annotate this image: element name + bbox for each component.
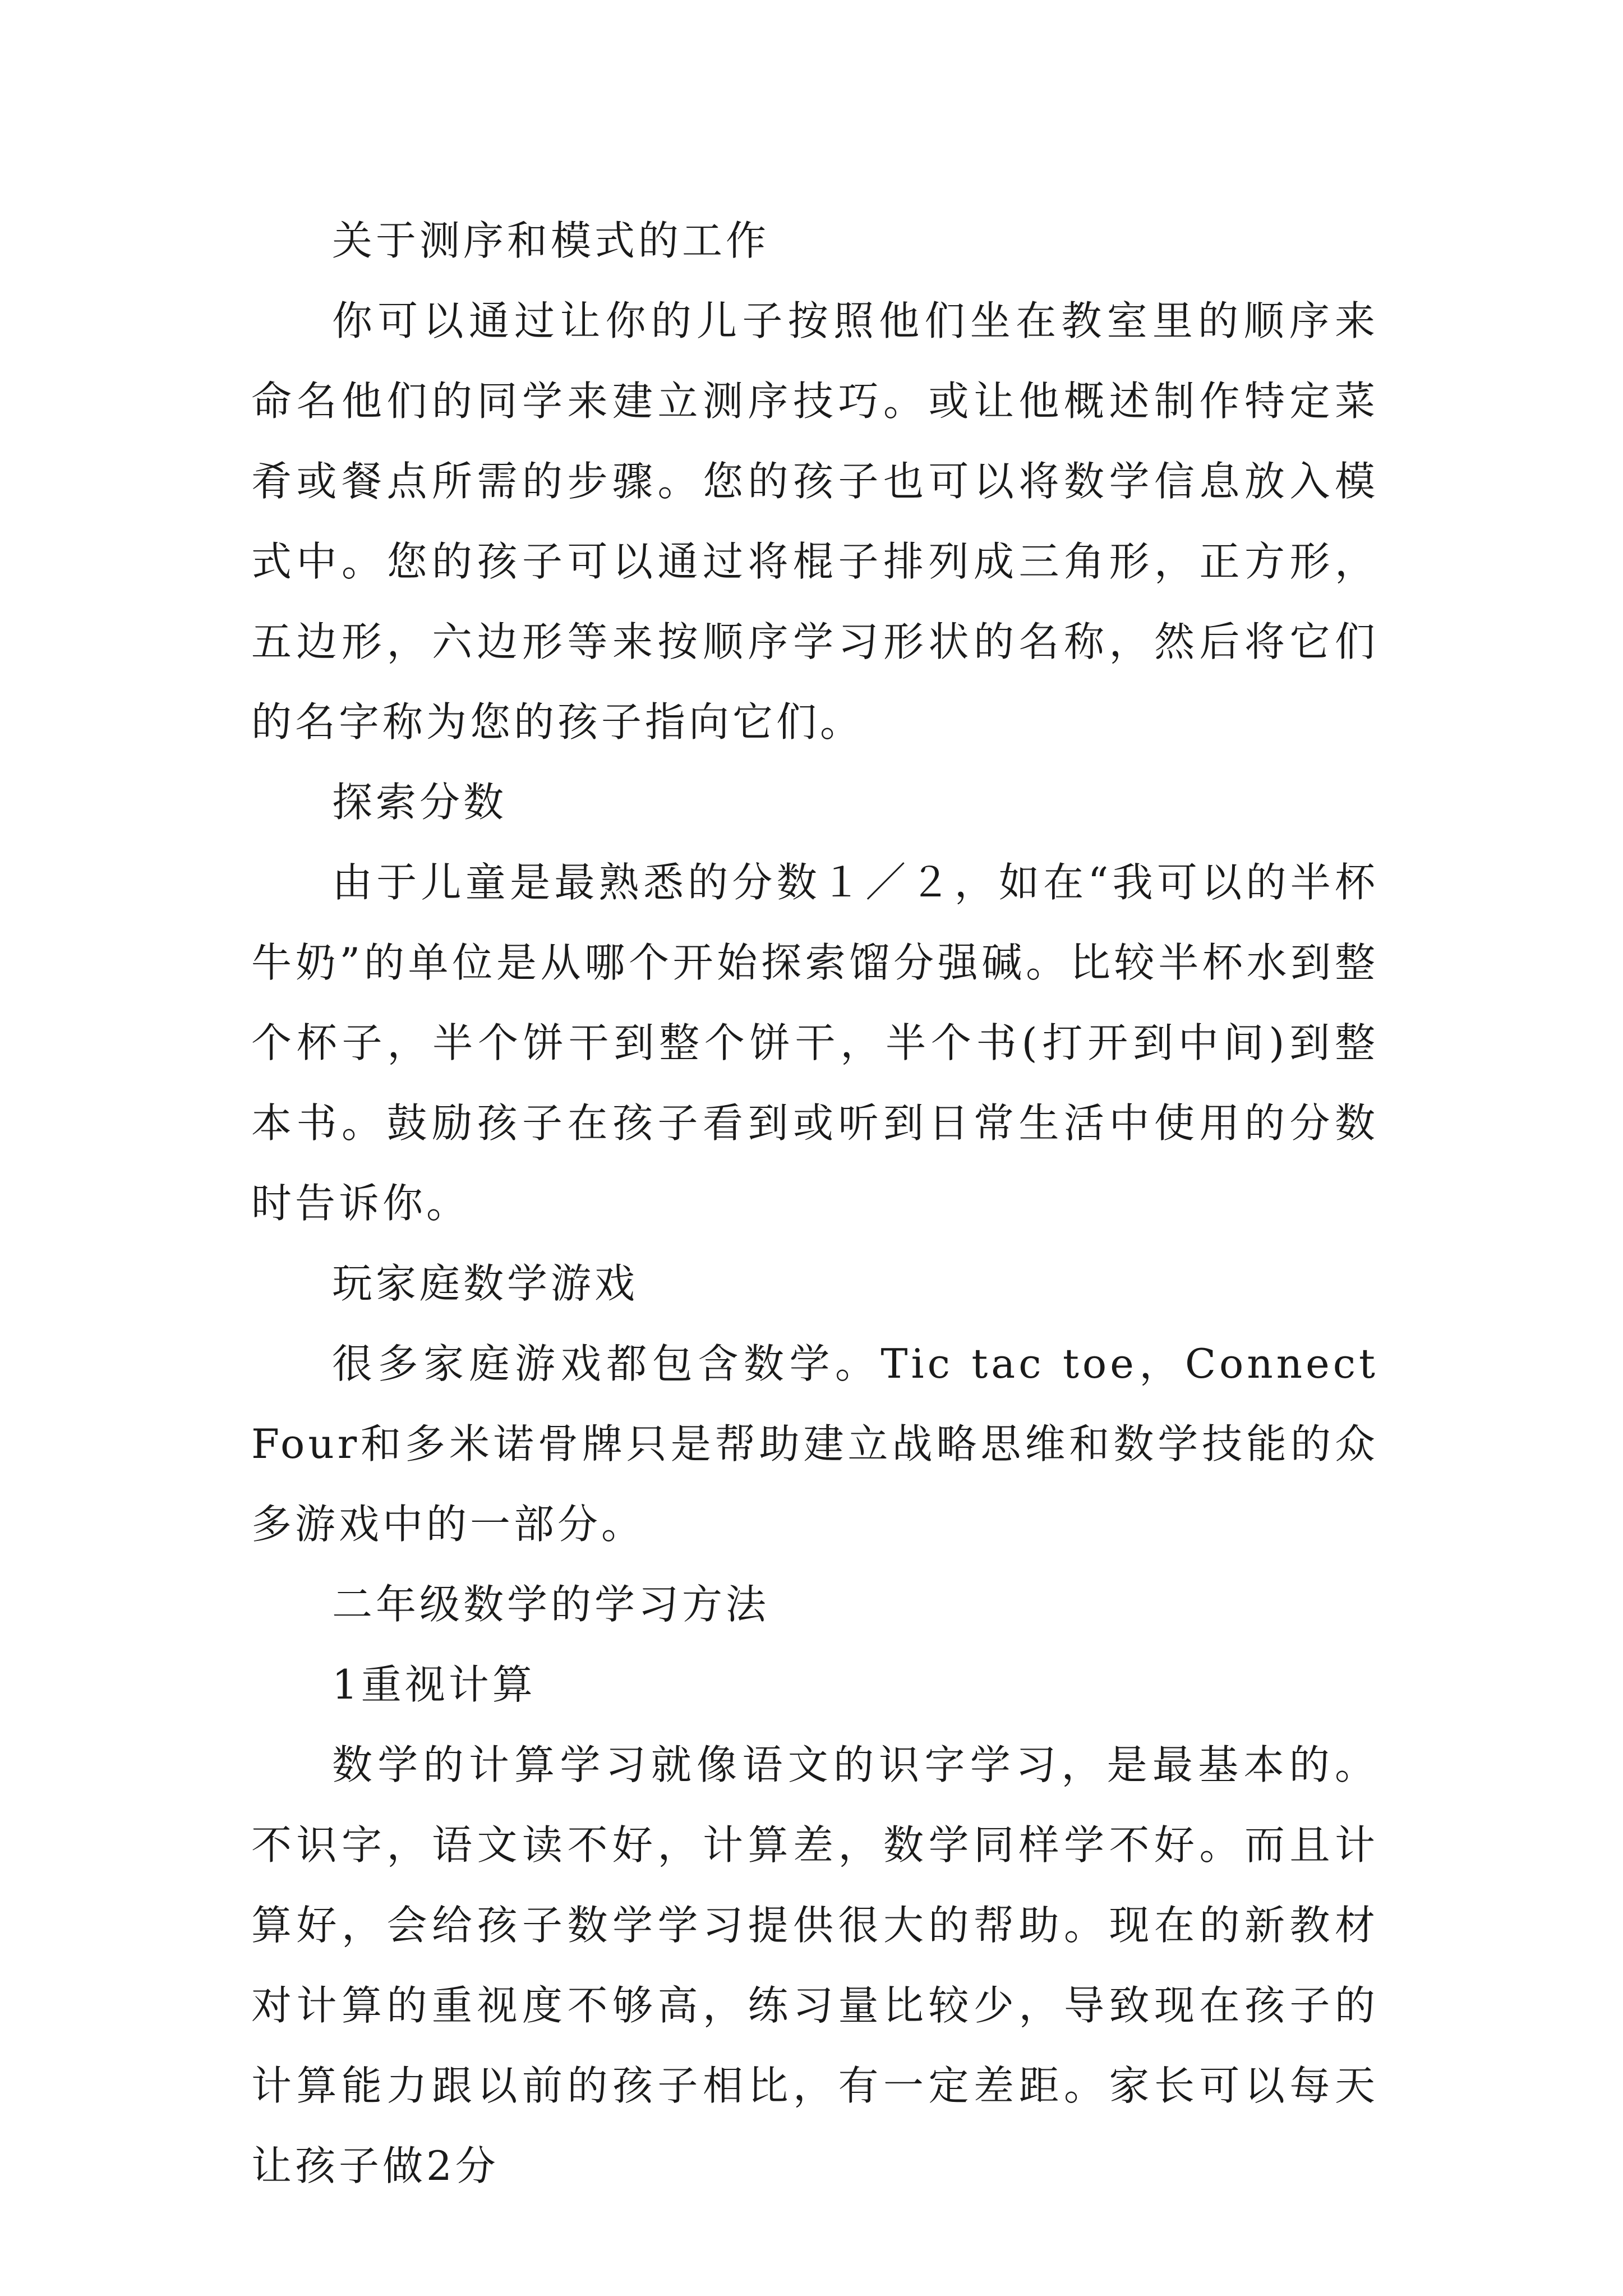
document-body (251, 201, 1378, 2206)
body-paragraph: 你可以通过让你的儿子按照他们坐在教室里的顺序来命名他们的同学来建立测序技巧。或让他概述制作特定菜肴或餐点所需的步骤。您的孩子也可以将数学信息放入模式中。您的孩子可以通过将棍子排列成三角形，正方形，五边形，六边形等来按顺序学习形状的名称，然后将它们的名字称为您的孩子指向它们。 (251, 297, 1378, 746)
section-heading: 探索分数 (332, 779, 508, 826)
body-paragraph: 由于儿童是最熟悉的分数１／２，如在“我可以的半杯牛奶”的单位是从哪个开始探索馏分强碱。比较半杯水到整个杯子，半个饼干到整个饼干，半个书(打开到中间)到整本书。鼓励孩子在孩子看到或听到日常生活中使用的分数时告诉你。 (251, 859, 1378, 1227)
section-heading: 二年级数学的学习方法 (332, 1581, 770, 1628)
body-paragraph: 数学的计算学习就像语文的识字学习，是最基本的。不识字，语文读不好，计算差，数学同样学不好。而且计算好，会给孩子数学学习提供很大的帮助。现在的新教材对计算的重视度不够高，练习量比较少，导致现在孩子的计算能力跟以前的孩子相比，有一定差距。家长可以每天让孩子做2分 (251, 1741, 1378, 2189)
section-heading: 关于测序和模式的工作 (332, 217, 770, 264)
body-paragraph: 很多家庭游戏都包含数学。Tic tac toe，Connect Four和多米诺骨牌只是帮助建立战略思维和数学技能的众多游戏中的一部分。 (251, 1340, 1378, 1548)
section-heading: 玩家庭数学游戏 (332, 1260, 639, 1307)
subsection-heading: 1重视计算 (332, 1661, 536, 1708)
